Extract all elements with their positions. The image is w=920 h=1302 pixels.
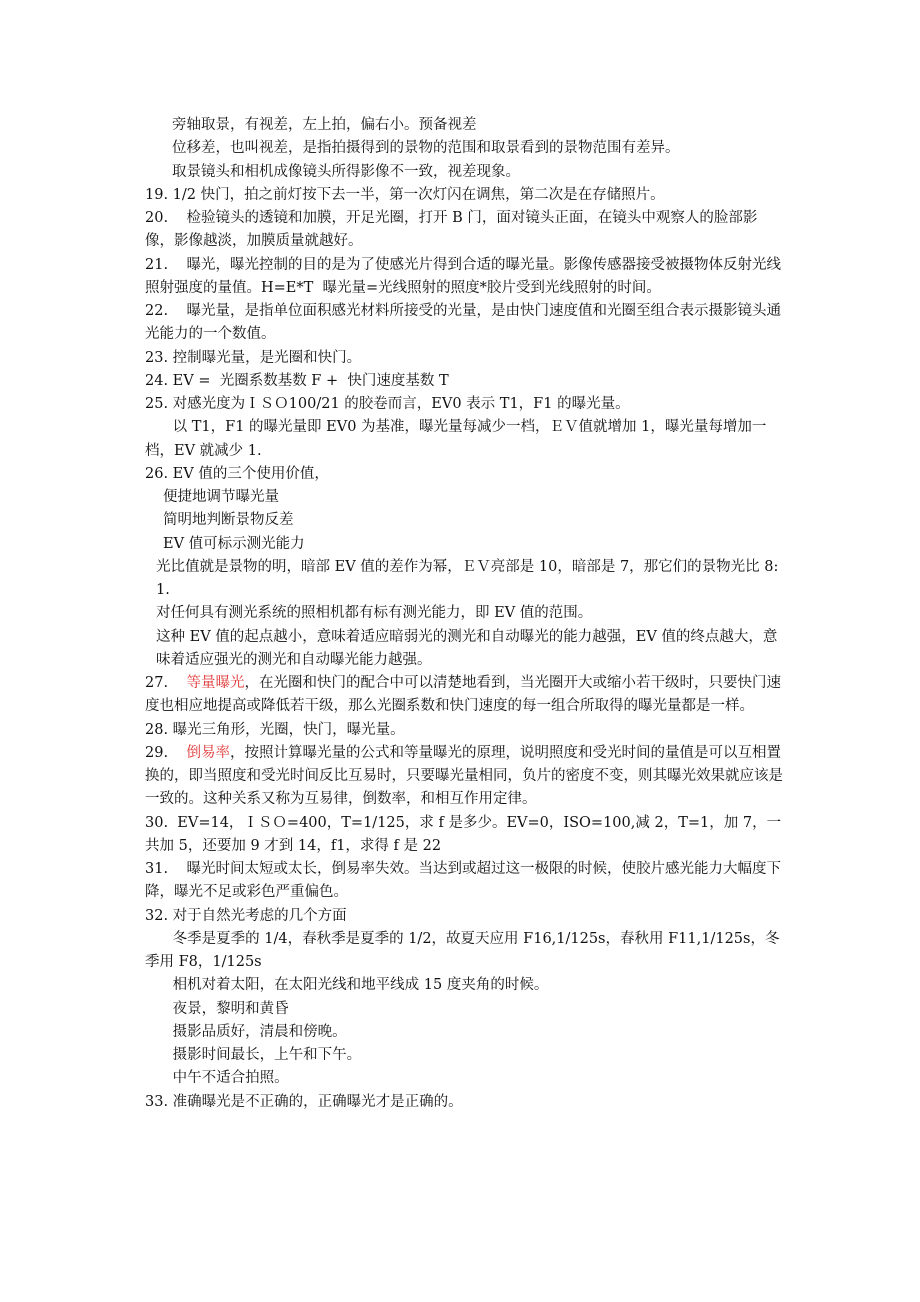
list-item-30: 30. EV=14，ＩＳＯ=400，T=1/125，求 f 是多少。EV=0，ISO=100,减 2，T=1，加 7，一共加 5，还要加 9 才到 14，f1，求得 f 是 22 xyxy=(145,814,782,854)
sub-item: 摄影品质好，清晨和傍晚。 xyxy=(145,1023,347,1040)
explanation-line: 对任何具有测光系统的照相机都有标有测光能力，即 EV 值的范围。 xyxy=(156,605,593,622)
list-item-20: 20. 检验镜头的透镜和加膜，开足光圈，打开 B 门，面对镜头正面，在镜头中观察人的脸部影像，影像越淡，加膜质量就越好。 xyxy=(145,210,758,250)
explanation-line: 这种 EV 值的起点越小，意味着适应暗弱光的测光和自动曝光的能力越强，EV 值的终点越大，意味着适应强光的测光和自动曝光能力越强。 xyxy=(156,628,778,668)
text-line: 取景镜头和相机成像镜头所得影像不一致，视差现象。 xyxy=(172,163,520,180)
item-number: 27. xyxy=(145,675,187,691)
item-text: ，按照计算曝光量的公式和等量曝光的原理，说明照度和受光时间的量值是可以互相置换的，即当照度和受光时间反比互易时，只要曝光量相同，负片的密度不变，则其曝光效果就应该是一致的。这种关系又称为互易律，倒数率，和相互作用定律。 xyxy=(145,744,783,808)
list-item-28: 28. 曝光三角形，光圈，快门，曝光量。 xyxy=(145,721,405,738)
highlighted-term: 等量曝光 xyxy=(186,675,245,691)
sub-item: 夜景，黎明和黄昏 xyxy=(145,1000,289,1017)
text-line: 位移差，也叫视差，是指拍摄得到的景物的范围和取景看到的景物范围有差异。 xyxy=(172,140,680,157)
list-item-25: 25. 对感光度为ＩＳＯ100/21 的胶卷而言，EV0 表示 T1，F1 的曝光量。 xyxy=(145,396,630,412)
list-item-19: 19. 1/2 快门，拍之前灯按下去一半，第一次灯闪在调焦，第二次是在存储照片。 xyxy=(145,186,665,203)
sub-item: 便捷地调节曝光量 xyxy=(163,489,279,505)
list-item-32: 32. 对于自然光考虑的几个方面 xyxy=(145,907,347,924)
list-item-27 xyxy=(145,672,785,719)
sub-item: 相机对着太阳，在太阳光线和地平线成 15 度夹角的时候。 xyxy=(145,977,549,994)
sub-item: 冬季是夏季的 1/4，春秋季是夏季的 1/2，故夏天应用 F16,1/125s，春秋用 F11,1/125s，冬季用 F8，1/125s xyxy=(145,930,780,970)
sub-item: 简明地判断景物反差 xyxy=(163,512,294,529)
item-text: ，在光圈和快门的配合中可以清楚地看到，当光圈开大或缩小若干级时，只要快门速度也相应地提高或降低若干级，那么光圈系数和快门速度的每一组合所取得的曝光量都是一样。 xyxy=(145,675,781,715)
highlighted-term: 倒易率 xyxy=(186,744,230,761)
list-item-24: 24. EV = 光圈系数基数 F + 快门速度基数 T xyxy=(145,372,449,389)
explanation-line: 光比值就是景物的明，暗部 EV 值的差作为幂，ＥＶ亮部是 10，暗部是 7，那它们的景物光比 8:1. xyxy=(156,558,779,598)
document-body xyxy=(145,114,785,1114)
list-item-33: 33. 准确曝光是不正确的，正确曝光才是正确的。 xyxy=(145,1093,463,1110)
list-item-25-detail: 以 T1，F1 的曝光量即 EV0 为基准，曝光量每减少一档，ＥＶ值就增加 1，曝光量每增加一档，EV 就减少 1. xyxy=(145,419,767,459)
sub-item: EV 值可标示测光能力 xyxy=(163,535,305,552)
sub-item: 摄影时间最长，上午和下午。 xyxy=(145,1047,362,1063)
sub-item: 中午不适合拍照。 xyxy=(145,1070,289,1087)
text-line: 旁轴取景，有视差，左上拍，偏右小。预备视差 xyxy=(172,117,477,133)
list-item-31: 31. 曝光时间太短或太长，倒易率失效。当达到或超过这一极限的时候，使胶片感光能力大幅度下降，曝光不足或彩色严重偏色。 xyxy=(145,861,781,901)
list-item-29 xyxy=(145,742,785,812)
list-item-22: 22. 曝光量，是指单位面积感光材料所接受的光量，是由快门速度值和光圈至组合表示摄影镜头通光能力的一个数值。 xyxy=(145,303,781,343)
list-item-23: 23. 控制曝光量，是光圈和快门。 xyxy=(145,349,362,366)
item-number: 29. xyxy=(145,744,187,761)
list-item-21: 21. 曝光，曝光控制的目的是为了使感光片得到合适的曝光量。影像传感器接受被摄物体反射光线照射强度的量值。H=E*T 曝光量=光线照射的照度*胶片受到光线照射的时间。 xyxy=(145,256,781,296)
list-item-26: 26. EV 值的三个使用价值， xyxy=(145,465,329,482)
